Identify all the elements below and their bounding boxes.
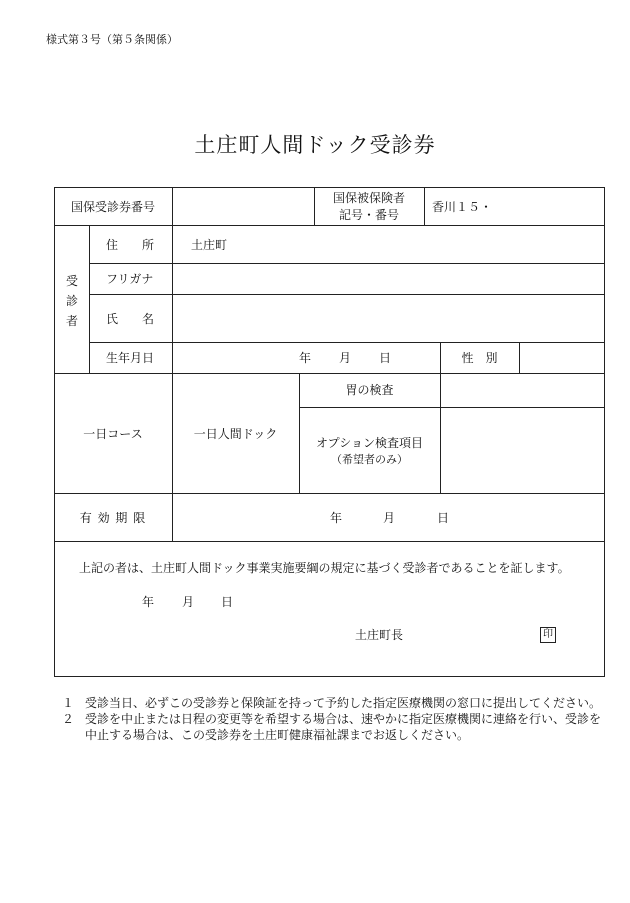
insured-number-field[interactable]: 香川１５・ <box>432 200 493 214</box>
rule <box>89 294 605 295</box>
note-text: 受診当日、必ずこの受診券と保険証を持って予約した指定医療機関の窓口に提出してください。 <box>85 696 602 710</box>
rule <box>89 342 605 343</box>
ticket-number-field[interactable] <box>178 200 310 214</box>
examinee-group-label <box>65 271 79 331</box>
rule <box>54 493 605 494</box>
issue-year-unit: 年 <box>142 595 155 609</box>
course-name: 一日人間ドック <box>193 427 278 441</box>
address-field[interactable]: 土庄町 <box>191 238 228 252</box>
certification-statement: 上記の者は、土庄町人間ドック事業実施要綱の規定に基づく受診者であることを証します。 <box>79 561 570 575</box>
birthdate-label: 生年月日 <box>106 351 155 365</box>
signer-title: 土庄町長 <box>355 628 404 642</box>
rule <box>54 541 605 542</box>
note-text: 受診を中止または日程の変更等を希望する場合は、速やかに指定医療機関に連絡を行い、受診を <box>85 712 602 726</box>
rule <box>519 342 520 373</box>
insured-label-line1: 国保被保険者 <box>332 191 405 205</box>
validity-label: 有 効 期 限 <box>79 511 147 525</box>
rule <box>54 225 605 226</box>
address-label: 住 所 <box>106 238 155 252</box>
page-title: 土庄町人間ドック受診券 <box>194 133 436 157</box>
validity-year-unit: 年 <box>330 511 343 525</box>
rule <box>172 187 173 542</box>
rule <box>54 373 605 374</box>
rule <box>424 187 425 225</box>
rule <box>89 225 90 373</box>
insured-label-line2: 記号・番号 <box>338 208 399 222</box>
seal-mark: 印 <box>540 627 556 643</box>
validity-month-unit: 月 <box>383 511 396 525</box>
option-exam-label: オプション検査項目 <box>316 436 423 450</box>
stomach-exam-label: 胃の検査 <box>345 383 394 397</box>
sex-label: 性 別 <box>461 351 498 365</box>
furigana-label: フリガナ <box>106 272 154 286</box>
rule <box>299 407 605 408</box>
birthdate-month-unit: 月 <box>339 351 352 365</box>
option-exam-note: （希望者のみ） <box>331 453 408 466</box>
birthdate-year-unit: 年 <box>299 351 312 365</box>
examinee-group-label-char: 受 <box>65 274 78 288</box>
rule <box>89 263 605 264</box>
ticket-number-label: 国保受診券番号 <box>70 200 155 214</box>
examinee-group-label-char: 診 <box>65 294 78 308</box>
note-number: １ <box>62 696 75 710</box>
issue-day-unit: 日 <box>221 595 234 609</box>
note-number: ２ <box>62 712 75 726</box>
examinee-group-label-char: 者 <box>65 314 78 328</box>
rule <box>440 373 441 493</box>
form-number: 様式第３号（第５条関係） <box>46 33 178 46</box>
birthdate-day-unit: 日 <box>379 351 392 365</box>
name-label: 氏 名 <box>106 312 155 326</box>
course-label: 一日コース <box>83 427 143 441</box>
validity-day-unit: 日 <box>437 511 450 525</box>
note-text: 中止する場合は、この受診券を土庄町健康福祉課までお返しください。 <box>85 728 470 742</box>
issue-month-unit: 月 <box>182 595 195 609</box>
